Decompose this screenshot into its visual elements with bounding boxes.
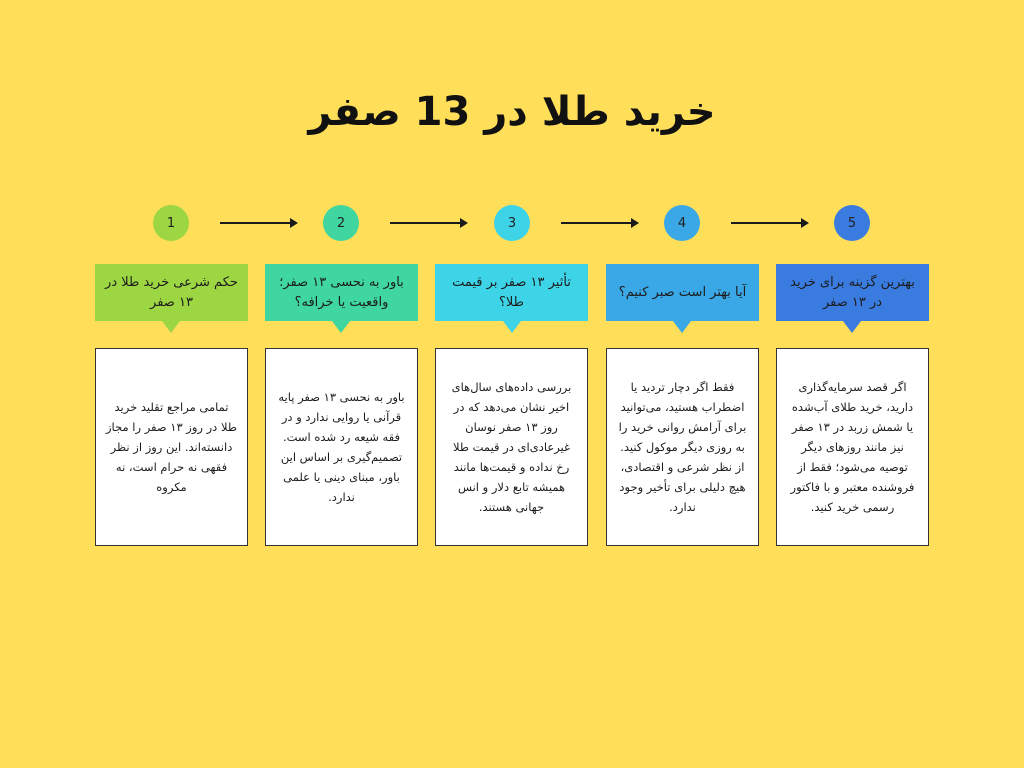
step-heading-5: بهترین گزینه برای خرید در ۱۳ صفر [776,264,929,321]
arrow-right-icon [731,217,809,229]
step-heading-4: آیا بهتر است صبر کنیم؟ [606,264,759,321]
step-card-4: فقط اگر دچار تردید یا اضطراب هستید، می‌توانید برای آرامش روانی خرید را به روزی دیگر موکول کنید. از نظر شرعی و اقتصادی، هیچ دلیلی برای تأخیر وجود ندارد. [606,348,759,546]
step-card-1: تمامی مراجع تقلید خرید طلا در روز ۱۳ صفر را مجاز دانسته‌اند. این روز از نظر فقهی نه حرام است، نه مکروه [95,348,248,546]
step-number-4: 4 [664,205,700,241]
arrow-right-icon [220,217,298,229]
step-heading-3: تأثیر ۱۳ صفر بر قیمت طلا؟ [435,264,588,321]
step-number-5: 5 [834,205,870,241]
step-pointer-1 [162,321,180,333]
arrow-right-icon [561,217,639,229]
step-number-3: 3 [494,205,530,241]
step-heading-2: باور به نحسی ۱۳ صفر؛ واقعیت یا خرافه؟ [265,264,418,321]
step-pointer-3 [503,321,521,333]
step-card-3: بررسی داده‌های سال‌های اخیر نشان می‌دهد که در روز ۱۳ صفر نوسان غیرعادی‌ای در قیمت طلا رخ نداده و قیمت‌ها مانند همیشه تابع دلار و انس جهانی هستند. [435,348,588,546]
step-pointer-2 [332,321,350,333]
step-card-2: باور به نحسی ۱۳ صفر پایه قرآنی یا روایی ندارد و در فقه شیعه رد شده است. تصمیم‌گیری بر اساس این باور، مبنای دینی یا علمی ندارد. [265,348,418,546]
step-number-1: 1 [153,205,189,241]
step-pointer-4 [673,321,691,333]
step-number-2: 2 [323,205,359,241]
step-card-5: اگر قصد سرمایه‌گذاری دارید، خرید طلای آب‌شده یا شمش زربد در ۱۳ صفر نیز مانند روزهای دیگر توصیه می‌شود؛ فقط از فروشنده معتبر و با فاکتور رسمی خرید کنید. [776,348,929,546]
step-pointer-5 [843,321,861,333]
page-title: خرید طلا در 13 صفر [308,89,716,135]
step-heading-1: حکم شرعی خرید طلا در ۱۳ صفر [95,264,248,321]
arrow-right-icon [390,217,468,229]
